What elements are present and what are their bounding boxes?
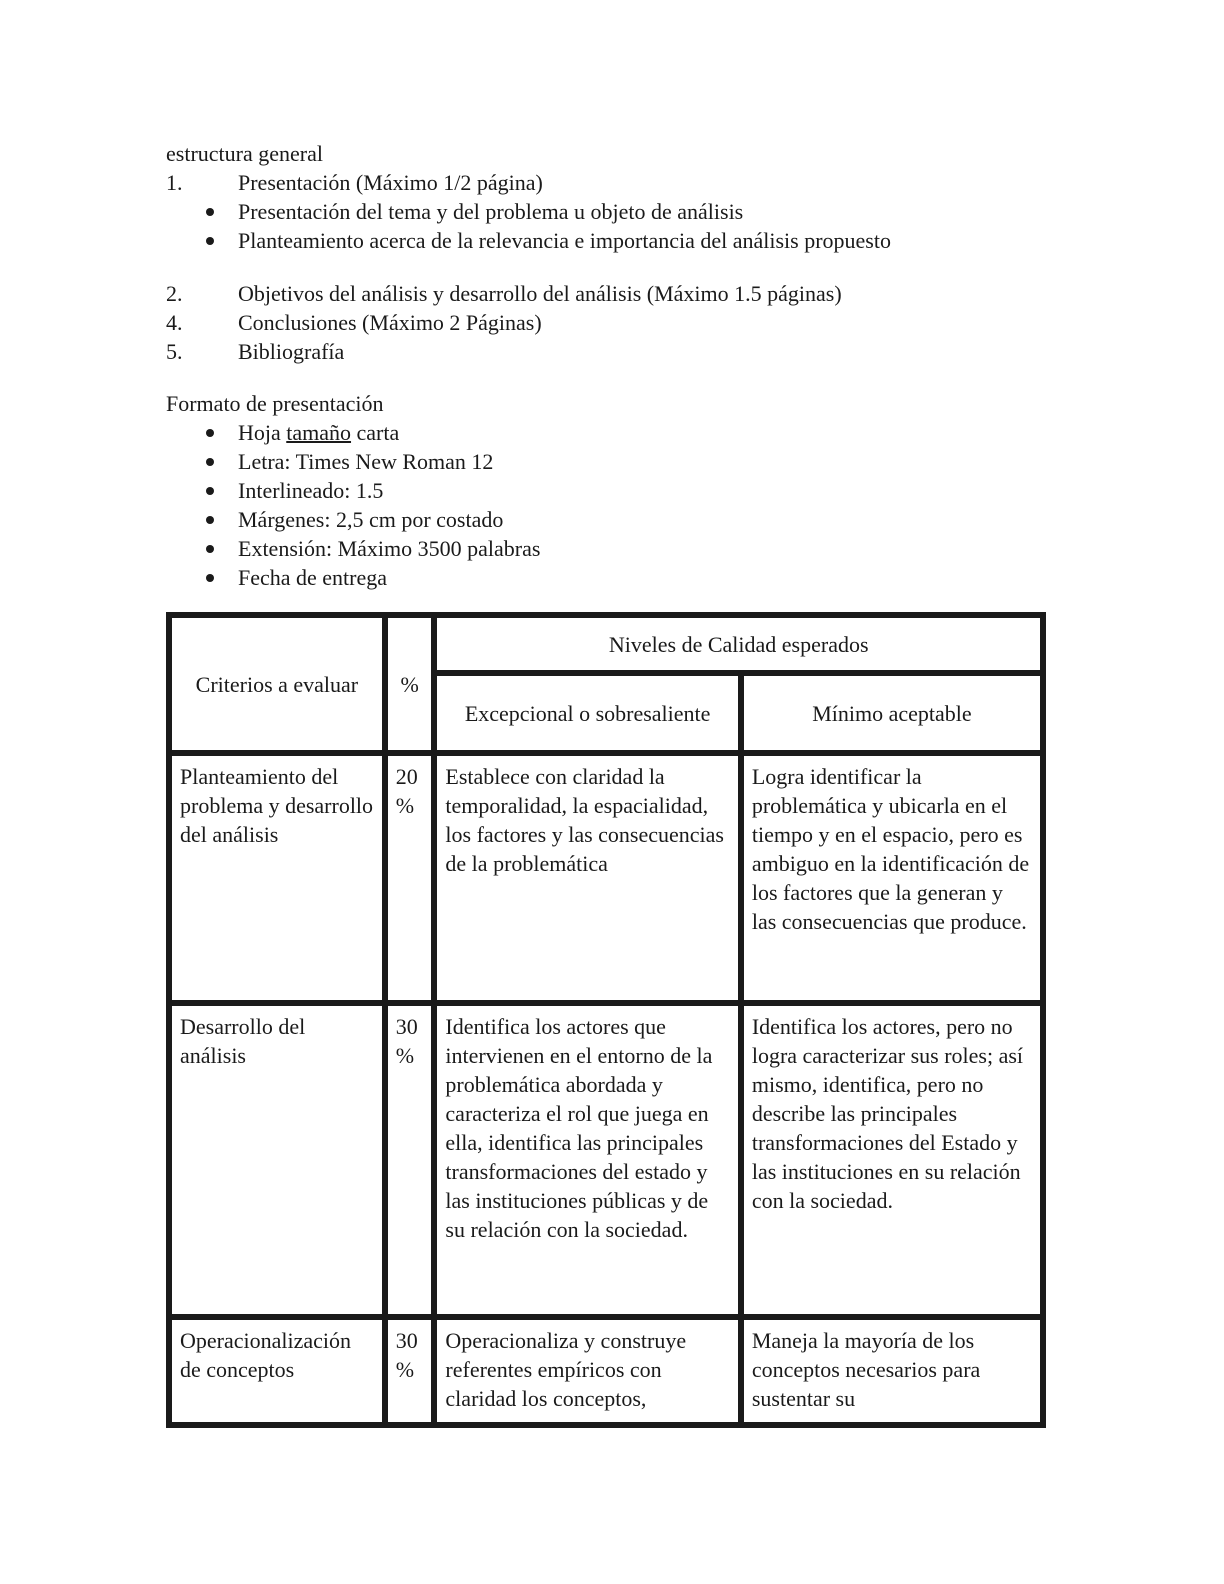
bullet-text: Fecha de entrega: [238, 565, 388, 590]
item-text: Objetivos del análisis y desarrollo del análisis (Máximo 1.5 páginas): [238, 281, 842, 306]
header-minimo: Mínimo aceptable: [741, 673, 1043, 753]
cell-minimo: Identifica los actores, pero no logra caracterizar sus roles; así mismo, identifica, pero no describe las principales transformaciones del Estado y las instituciones en su relación con la sociedad.: [741, 1003, 1043, 1317]
item-number: 5.: [166, 339, 183, 364]
item-number: 1.: [166, 170, 183, 195]
cell-minimo: Logra identificar la problemática y ubicarla en el tiempo y en el espacio, pero es ambiguo en la identificación de los factores que la generan y las consecuencias que produce.: [741, 753, 1043, 1003]
bullet-text: Presentación del tema y del problema u objeto de análisis: [238, 199, 744, 224]
header-pct: %: [385, 615, 435, 753]
bullet-text: Letra: Times New Roman 12: [238, 449, 494, 474]
sub-bullet-1: [166, 197, 1046, 226]
bullet-text: Extensión: Máximo 3500 palabras: [238, 536, 541, 561]
bullet-icon: [206, 545, 214, 553]
cell-excepcional: Identifica los actores que intervienen en el entorno de la problemática abordada y caracteriza el rol que juega en ella, identifica las principales transformaciones del estado y las instituciones públicas y de su relación con la sociedad.: [434, 1003, 740, 1317]
structure-item-5: [166, 337, 1046, 366]
structure-item-2: [166, 279, 1046, 308]
item-number: 4.: [166, 310, 183, 335]
bullet-text: Planteamiento acerca de la relevancia e importancia del análisis propuesto: [238, 228, 891, 253]
table-row: [169, 1003, 1043, 1317]
table-row: [169, 753, 1043, 1003]
cell-excepcional: Operacionaliza y construye referentes empíricos con claridad los conceptos,: [434, 1317, 740, 1425]
structure-item-4: [166, 308, 1046, 337]
bullet-icon: [206, 208, 214, 216]
format-bullet-5: [166, 534, 1046, 563]
sub-bullet-2: [166, 226, 1046, 255]
item-text: Presentación (Máximo 1/2 página): [238, 170, 543, 195]
bullet-icon: [206, 237, 214, 245]
cell-pct: 20 %: [385, 753, 435, 1003]
rubric-table: [166, 612, 1046, 1428]
bullet-icon: [206, 516, 214, 524]
table-row: [169, 1317, 1043, 1425]
format-bullet-1: [166, 418, 1046, 447]
cell-pct: 30 %: [385, 1003, 435, 1317]
item-text: Conclusiones (Máximo 2 Páginas): [238, 310, 542, 335]
cell-criterio: Operacionalización de conceptos: [169, 1317, 385, 1425]
cell-pct: 30 %: [385, 1317, 435, 1425]
cell-criterio: Planteamiento del problema y desarrollo del análisis: [169, 753, 385, 1003]
structure-heading: estructura general: [166, 141, 323, 166]
bullet-icon: [206, 458, 214, 466]
format-bullet-3: [166, 476, 1046, 505]
cell-criterio: Desarrollo del análisis: [169, 1003, 385, 1317]
bullet-text: Hoja tamaño carta: [238, 420, 400, 445]
bullet-icon: [206, 487, 214, 495]
cell-minimo: Maneja la mayoría de los conceptos necesarios para sustentar su: [741, 1317, 1043, 1425]
format-bullet-2: [166, 447, 1046, 476]
format-bullet-4: [166, 505, 1046, 534]
header-niveles: Niveles de Calidad esperados: [434, 615, 1043, 673]
document-body: [166, 140, 1046, 592]
item-number: 2.: [166, 281, 183, 306]
bullet-text: Márgenes: 2,5 cm por costado: [238, 507, 504, 532]
bullet-icon: [206, 429, 214, 437]
bullet-text: Interlineado: 1.5: [238, 478, 384, 503]
format-heading: Formato de presentación: [166, 391, 384, 416]
underlined-word: tamaño: [286, 420, 352, 445]
table-header-row: [169, 615, 1043, 673]
cell-excepcional: Establece con claridad la temporalidad, la espacialidad, los factores y las consecuencias de la problemática: [434, 753, 740, 1003]
item-text: Bibliografía: [238, 339, 345, 364]
format-bullet-6: [166, 563, 1046, 592]
bullet-icon: [206, 574, 214, 582]
header-excepcional: Excepcional o sobresaliente: [434, 673, 740, 753]
structure-item-1: [166, 168, 1046, 197]
header-criterio: Criterios a evaluar: [169, 615, 385, 753]
